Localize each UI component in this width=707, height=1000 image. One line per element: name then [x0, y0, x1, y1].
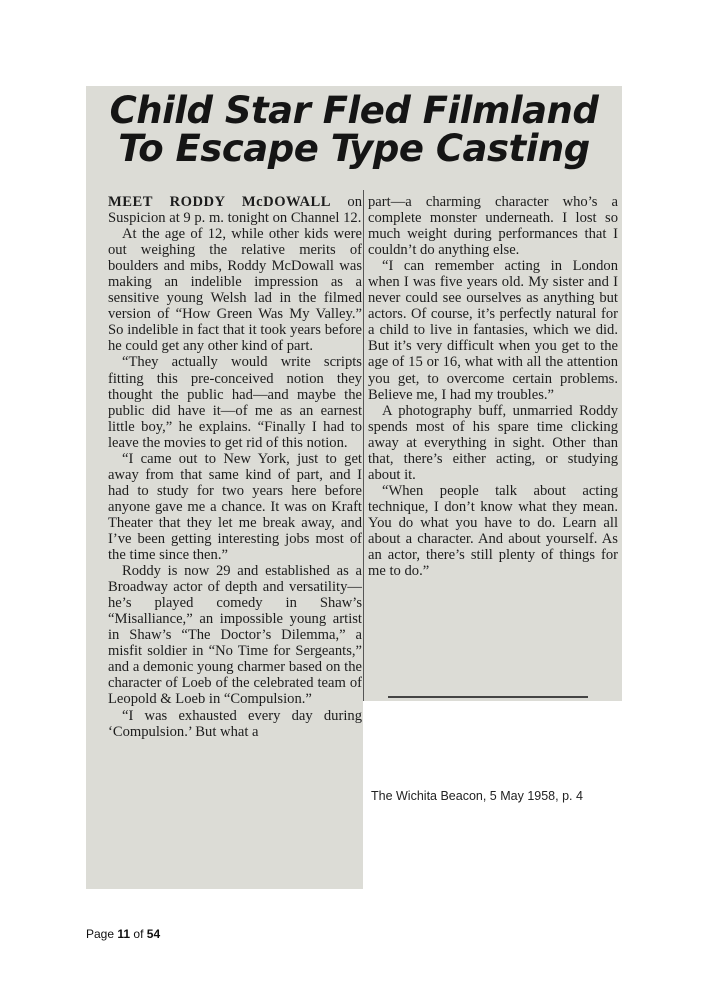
article-lead: MEET RODDY McDOWALL	[108, 194, 332, 210]
article-column-right	[368, 194, 618, 579]
headline-line-2: To Escape Type Casting	[118, 127, 590, 170]
article-column-left	[108, 194, 362, 740]
of-label: of	[133, 927, 144, 941]
article-paragraph: “I came out to New York, just to get away from that same kind of part, and I had to study for two years here before anyone gave me a chance. It was on Kraft Theater that they let me break away, and I’ve been getting interesting jobs most of the time since then.”	[108, 450, 362, 564]
article-continuation: part—a charming character who’s a complete monster underneath. I lost so much weight during performances that I couldn’t do anything else.	[368, 194, 618, 259]
article-paragraph: At the age of 12, while other kids were out weighing the relative merits of boulders and mibs, Roddy McDowall was making an indelible impression as a sensitive young Welsh lad in the filmed version of “How Green Was My Valley.” So indelible in fact that it took years before he could get any other kind of part.	[108, 226, 362, 355]
article-paragraph: “I can remember acting in London when I was five years old. My sister and I never could see ourselves as anything but actors. Of course, it’s perfectly natural for a child to live in fantasies, which we did. But it’s very difficult when you get to the age of 15 or 16, what with all the attention you get, to overcome certain problems. Believe me, I had my troubles.”	[368, 258, 618, 403]
article-paragraph: “I was exhausted every day during ‘Compulsion.’ But what a	[108, 707, 362, 740]
article-lead-rest: on Suspicion at 9 p. m. tonight on Channel 12.	[108, 194, 362, 227]
article-paragraph: A photography buff, unmarried Roddy spends most of his spare time clicking away at everything in sight. Other than that, there’s either acting, or studying about it.	[368, 402, 618, 483]
article-lead-paragraph	[108, 194, 362, 226]
current-page: 11	[117, 927, 131, 941]
page-footer	[86, 927, 160, 941]
article-paragraph: Roddy is now 29 and established as a Broadway actor of depth and versatility—he’s played comedy in Shaw’s “Misalliance,” an impossible young artist in Shaw’s “The Doctor’s Dilemma,” a misfit soldier in “No Time for Sergeants,” and a demonic young charmer based on the character of Loeb of the celebrated team of Leopold & Loeb in “Compulsion.”	[108, 563, 362, 708]
page-label: Page	[86, 927, 115, 941]
headline	[86, 89, 622, 170]
source-caption: The Wichita Beacon, 5 May 1958, p. 4	[371, 789, 583, 803]
article-paragraph: “When people talk about acting technique, I don’t know what they mean. You do what you have to do. Learn all about a character. And about yourself. As an actor, there’s still plenty of things for me to do.”	[368, 482, 618, 580]
total-pages: 54	[146, 927, 161, 941]
article-paragraph: “They actually would write scripts fitting this pre-conceived notion they thought the public had—and maybe the public did have it—of me as an earnest little boy,” he explains. “Finally I had to leave the movies to get rid of this notion.	[108, 354, 362, 451]
headline-line-1: Child Star Fled Filmland	[109, 89, 599, 132]
end-rule	[388, 696, 588, 698]
